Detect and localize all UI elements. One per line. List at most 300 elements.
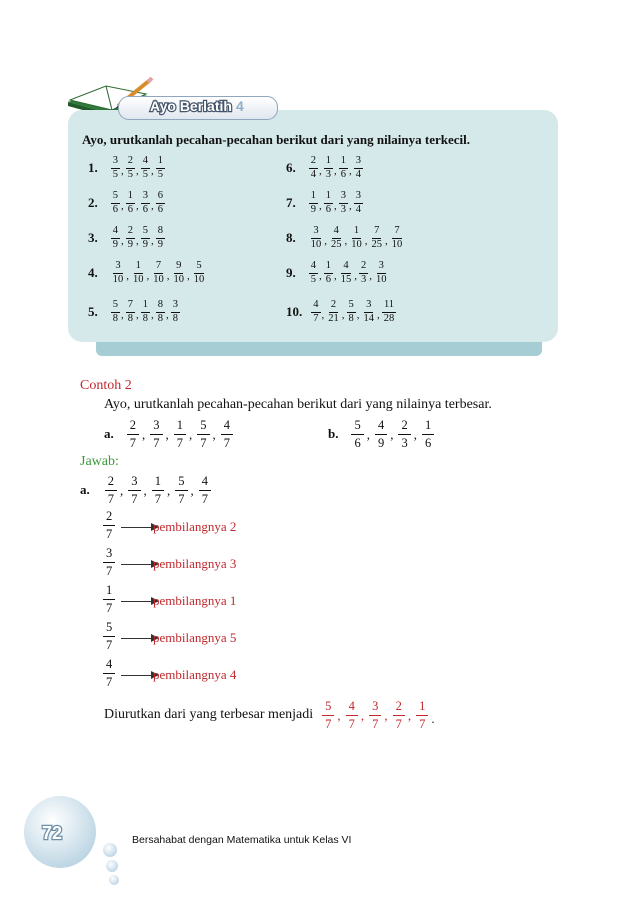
fraction <box>375 417 387 451</box>
denominator: 10 <box>133 273 144 285</box>
comma: , <box>190 483 194 498</box>
page-number: 72 <box>42 823 63 843</box>
numerator: 2 <box>393 698 405 716</box>
fraction <box>103 619 115 653</box>
denominator: 3 <box>401 435 408 450</box>
comma: , <box>377 309 380 321</box>
fraction <box>126 225 135 251</box>
answer-a-label: a. <box>80 482 90 497</box>
fraction <box>141 190 150 216</box>
fraction <box>309 260 318 286</box>
numerator-fraction <box>102 582 116 616</box>
denominator: 10 <box>193 273 205 285</box>
denominator: 9 <box>112 238 118 250</box>
denominator: 7 <box>153 435 160 450</box>
numerator: 1 <box>324 190 333 204</box>
denominator: 7 <box>107 491 114 506</box>
comma: , <box>121 309 124 321</box>
exercise-item <box>286 218 405 258</box>
fraction <box>111 155 120 181</box>
comma: , <box>319 200 322 212</box>
numerator: 1 <box>339 155 348 169</box>
fraction <box>416 698 428 732</box>
comma: , <box>366 427 370 442</box>
numerator: 1 <box>352 225 361 239</box>
comma: , <box>349 165 352 177</box>
fraction <box>339 190 348 216</box>
numerator: 3 <box>103 545 115 563</box>
numerator: 2 <box>105 473 117 491</box>
denominator: 6 <box>325 203 331 215</box>
numerator: 5 <box>111 299 120 313</box>
denominator: 21 <box>328 312 339 324</box>
fraction <box>309 225 324 251</box>
comma: , <box>136 235 139 247</box>
comma: , <box>126 270 129 282</box>
denominator: 3 <box>340 203 346 215</box>
fraction <box>128 473 140 507</box>
denominator: 7 <box>325 716 332 731</box>
item-fractions <box>110 225 166 251</box>
denominator: 8 <box>172 312 178 324</box>
numerator: 3 <box>311 225 320 239</box>
comma: , <box>354 270 357 282</box>
fraction <box>199 473 211 507</box>
conclusion-text: Diurutkan dari yang terbesar menjadi <box>104 707 314 722</box>
exercise-item <box>286 253 390 293</box>
item-number: 9. <box>286 265 296 280</box>
numerator-label: pembilangnya 1 <box>153 593 237 608</box>
denominator: 15 <box>340 273 352 285</box>
fraction <box>126 190 135 216</box>
numerator: 4 <box>103 656 115 674</box>
numerator: 5 <box>322 698 334 716</box>
exercise-item <box>88 292 181 332</box>
conclusion-period: . <box>431 711 435 726</box>
fraction <box>126 299 135 325</box>
numerator: 3 <box>113 260 122 274</box>
denominator: 7 <box>106 563 113 578</box>
example-a-fractions <box>126 417 234 451</box>
item-fractions <box>308 225 406 251</box>
denominator: 5 <box>157 168 163 180</box>
numerator: 7 <box>392 225 401 239</box>
denominator: 6 <box>157 203 163 215</box>
fraction <box>111 299 120 325</box>
numerator: 7 <box>372 225 381 239</box>
comma: , <box>337 708 341 723</box>
item-fractions <box>110 155 166 181</box>
numerator: 4 <box>341 260 350 274</box>
denominator: 7 <box>313 312 319 324</box>
denominator: 3 <box>361 273 367 285</box>
numerator: 3 <box>377 260 386 274</box>
fraction <box>390 225 405 251</box>
denominator: 7 <box>395 716 402 731</box>
comma: , <box>121 235 124 247</box>
comma: , <box>407 708 412 723</box>
numerator: 6 <box>156 190 165 204</box>
numerator: 1 <box>309 190 318 204</box>
comma: , <box>334 165 337 177</box>
numerator: 3 <box>150 417 162 435</box>
numerator: 4 <box>311 299 320 313</box>
fraction <box>103 656 115 690</box>
denominator: 7 <box>131 491 138 506</box>
denominator: 7 <box>348 716 355 731</box>
numerator: 3 <box>364 299 373 313</box>
fraction <box>174 417 186 451</box>
comma: , <box>324 235 327 247</box>
numerator: 4 <box>111 225 120 239</box>
numerator: 1 <box>422 417 434 435</box>
comma: , <box>151 309 154 321</box>
comma: , <box>151 165 154 177</box>
example-heading: Contoh 2 <box>80 378 132 393</box>
comma: , <box>364 235 368 247</box>
fraction <box>339 155 348 181</box>
denominator: 7 <box>106 526 113 541</box>
fraction <box>329 225 344 251</box>
badge-title: Ayo Berlatih <box>150 98 232 114</box>
numerator-label: pembilangnya 4 <box>153 667 237 682</box>
denominator: 6 <box>424 435 432 450</box>
denominator: 3 <box>325 168 331 180</box>
numerator: 1 <box>103 582 115 600</box>
numerator: 2 <box>127 417 139 435</box>
fraction <box>326 299 341 325</box>
comma: , <box>356 309 360 321</box>
comma: , <box>166 270 170 282</box>
item-fractions <box>308 190 364 216</box>
comma: , <box>151 235 154 247</box>
comma: , <box>334 200 337 212</box>
numerator: 3 <box>171 299 180 313</box>
numerator: 1 <box>174 417 186 435</box>
comma: , <box>413 427 417 442</box>
numerator: 5 <box>351 417 363 435</box>
example-b <box>328 414 435 454</box>
fraction <box>151 260 166 286</box>
exercise-item <box>88 253 207 293</box>
fraction <box>324 260 333 286</box>
fraction <box>171 299 180 325</box>
denominator: 10 <box>153 273 164 285</box>
denominator: 10 <box>310 238 322 250</box>
comma: , <box>341 309 345 321</box>
example-a <box>104 414 234 454</box>
fraction <box>309 190 318 216</box>
item-fractions <box>110 260 208 286</box>
fraction <box>141 225 150 251</box>
exercise-item <box>286 183 364 223</box>
fraction <box>398 417 410 451</box>
comma: , <box>166 309 169 321</box>
fraction <box>141 155 150 181</box>
item-number: 3. <box>88 230 98 245</box>
fraction <box>103 508 115 542</box>
comma: , <box>319 270 322 282</box>
fraction <box>354 155 363 181</box>
badge-number: 4 <box>236 98 244 114</box>
comma: , <box>384 708 388 723</box>
denominator: 9 <box>310 203 316 215</box>
fraction <box>103 545 115 579</box>
denominator: 10 <box>173 273 184 285</box>
numerator: 5 <box>141 225 150 239</box>
numerator-fraction <box>102 545 116 579</box>
fraction <box>359 260 368 286</box>
denominator: 7 <box>106 674 113 689</box>
example-a-label: a. <box>104 426 114 441</box>
fraction <box>103 582 115 616</box>
item-number: 8. <box>286 230 296 245</box>
comma: , <box>212 427 216 442</box>
denominator: 4 <box>355 168 361 180</box>
exercise-item <box>88 218 166 258</box>
fraction <box>126 155 135 181</box>
comma: , <box>136 200 139 212</box>
fraction <box>111 260 126 286</box>
denominator: 7 <box>419 716 426 731</box>
example-instruction: Ayo, urutkanlah pecahan-pecahan berikut dari yang nilainya terbesar. <box>104 397 492 412</box>
item-fractions <box>308 260 390 286</box>
fraction <box>111 225 120 251</box>
fraction <box>369 698 381 732</box>
denominator: 9 <box>127 238 133 250</box>
comma: , <box>136 309 139 321</box>
result-fractions <box>321 698 429 732</box>
denominator: 7 <box>106 600 113 615</box>
fraction <box>324 155 333 181</box>
denominator: 7 <box>176 435 183 450</box>
numerator: 5 <box>175 473 187 491</box>
example-b-label: b. <box>328 426 339 441</box>
denominator: 9 <box>142 238 148 250</box>
denominator: 25 <box>371 238 382 250</box>
comma: , <box>142 427 146 442</box>
denominator: 6 <box>127 203 133 215</box>
numerator: 3 <box>128 473 140 491</box>
numerator: 4 <box>375 417 387 435</box>
numerator: 4 <box>309 260 318 274</box>
answer-a-fractions <box>104 473 212 507</box>
comma: , <box>136 165 139 177</box>
fraction <box>393 698 405 732</box>
numerator: 5 <box>111 190 120 204</box>
numerator: 3 <box>339 190 348 204</box>
item-fractions <box>110 190 166 216</box>
example-b-fractions <box>350 417 435 451</box>
denominator: 6 <box>325 273 331 285</box>
comma: , <box>189 427 193 442</box>
fraction <box>422 417 434 451</box>
comma: , <box>167 483 171 498</box>
numerator: 4 <box>332 225 341 239</box>
numerator-fraction <box>102 619 116 653</box>
numerator: 1 <box>126 190 135 204</box>
fraction <box>156 155 165 181</box>
numerator: 3 <box>141 190 150 204</box>
numerator: 9 <box>174 260 183 274</box>
item-number: 1. <box>88 160 98 175</box>
item-number: 4. <box>88 265 98 280</box>
numerator-label: pembilangnya 3 <box>153 556 237 571</box>
denominator: 25 <box>331 238 342 250</box>
fraction <box>105 473 117 507</box>
denominator: 7 <box>200 435 207 450</box>
numerator-fraction <box>102 656 116 690</box>
fraction <box>349 225 364 251</box>
denominator: 6 <box>340 168 346 180</box>
numerator: 7 <box>126 299 135 313</box>
fraction <box>175 473 187 507</box>
fraction <box>354 190 363 216</box>
item-fractions <box>310 299 397 325</box>
numerator: 3 <box>111 155 120 169</box>
numerator: 8 <box>156 299 165 313</box>
denominator: 8 <box>348 312 354 324</box>
numerator: 8 <box>156 225 165 239</box>
numerator: 11 <box>382 299 396 313</box>
fraction <box>152 473 164 507</box>
comma: , <box>321 309 325 321</box>
comma: , <box>344 235 348 247</box>
comma: , <box>146 270 150 282</box>
fraction <box>311 299 320 325</box>
numerator: 1 <box>324 260 333 274</box>
comma: , <box>360 708 365 723</box>
numerator: 2 <box>126 225 135 239</box>
comma: , <box>349 200 352 212</box>
fraction <box>150 417 162 451</box>
denominator: 8 <box>157 312 163 324</box>
fraction <box>197 417 209 451</box>
comma: , <box>120 483 124 498</box>
item-number: 10. <box>286 304 303 319</box>
fraction <box>370 225 385 251</box>
denominator: 8 <box>127 312 133 324</box>
denominator: 7 <box>372 716 379 731</box>
comma: , <box>385 235 388 247</box>
comma: , <box>319 165 322 177</box>
fraction <box>347 299 356 325</box>
numerator: 2 <box>398 417 410 435</box>
denominator: 5 <box>127 168 133 180</box>
denominator: 8 <box>142 312 148 324</box>
numerator: 5 <box>197 417 209 435</box>
denominator: 7 <box>129 435 136 450</box>
denominator: 7 <box>223 435 230 450</box>
denominator: 10 <box>112 273 124 285</box>
fraction <box>141 299 150 325</box>
numerator-fraction <box>102 508 116 542</box>
item-number: 5. <box>88 304 98 319</box>
numerator: 1 <box>134 260 143 274</box>
exercise-instruction: Ayo, urutkanlah pecahan-pecahan berikut dari yang nilainya terkecil. <box>82 132 470 147</box>
numerator: 4 <box>141 155 150 169</box>
denominator: 10 <box>391 238 403 250</box>
item-number: 7. <box>286 195 296 210</box>
numerator: 2 <box>309 155 318 169</box>
denominator: 6 <box>112 203 118 215</box>
numerator: 1 <box>152 473 164 491</box>
conclusion <box>104 693 435 737</box>
denominator: 7 <box>178 491 185 506</box>
numerator: 1 <box>141 299 150 313</box>
comma: , <box>121 165 124 177</box>
numerator: 1 <box>156 155 165 169</box>
numerator: 5 <box>347 299 356 313</box>
fraction <box>172 260 187 286</box>
exercise-item <box>286 292 397 332</box>
fraction <box>131 260 146 286</box>
fraction <box>339 260 354 286</box>
fraction <box>322 698 334 732</box>
exercise-item <box>286 148 364 188</box>
numerator: 4 <box>199 473 211 491</box>
numerator: 4 <box>346 698 358 716</box>
exercise-item <box>88 148 166 188</box>
page-number-bubbles <box>0 790 140 917</box>
numerator: 2 <box>329 299 338 313</box>
fraction <box>127 417 139 451</box>
numerator: 2 <box>126 155 135 169</box>
item-fractions <box>110 299 181 325</box>
book-title: Bersahabat dengan Matematika untuk Kelas VI <box>132 834 352 846</box>
answer-a <box>80 470 212 510</box>
comma: , <box>369 270 372 282</box>
comma: , <box>165 427 169 442</box>
fraction <box>221 417 233 451</box>
comma: , <box>151 200 154 212</box>
denominator: 7 <box>106 637 113 652</box>
fraction <box>374 260 389 286</box>
denominator: 9 <box>157 238 163 250</box>
fraction <box>362 299 377 325</box>
denominator: 14 <box>363 312 374 324</box>
numerator: 7 <box>154 260 163 274</box>
denominator: 10 <box>376 273 387 285</box>
item-number: 6. <box>286 160 296 175</box>
numerator: 2 <box>359 260 368 274</box>
denominator: 4 <box>355 203 361 215</box>
numerator: 3 <box>369 698 381 716</box>
item-number: 2. <box>88 195 98 210</box>
denominator: 28 <box>383 312 395 324</box>
item-fractions <box>308 155 364 181</box>
numerator-label: pembilangnya 5 <box>153 630 237 645</box>
denominator: 5 <box>310 273 316 285</box>
comma: , <box>121 200 124 212</box>
denominator: 9 <box>377 435 385 450</box>
numerator: 4 <box>221 417 233 435</box>
denominator: 5 <box>112 168 118 180</box>
fraction <box>324 190 333 216</box>
fraction <box>111 190 120 216</box>
fraction <box>309 155 318 181</box>
numerator: 5 <box>194 260 203 274</box>
fraction <box>156 299 165 325</box>
denominator: 7 <box>201 491 208 506</box>
comma: , <box>187 270 190 282</box>
answer-heading: Jawab: <box>80 454 119 469</box>
numerator: 1 <box>324 155 333 169</box>
comma: , <box>143 483 147 498</box>
exercise-box-shadow <box>96 342 542 356</box>
numerator-label: pembilangnya 2 <box>153 519 237 534</box>
fraction <box>192 260 207 286</box>
